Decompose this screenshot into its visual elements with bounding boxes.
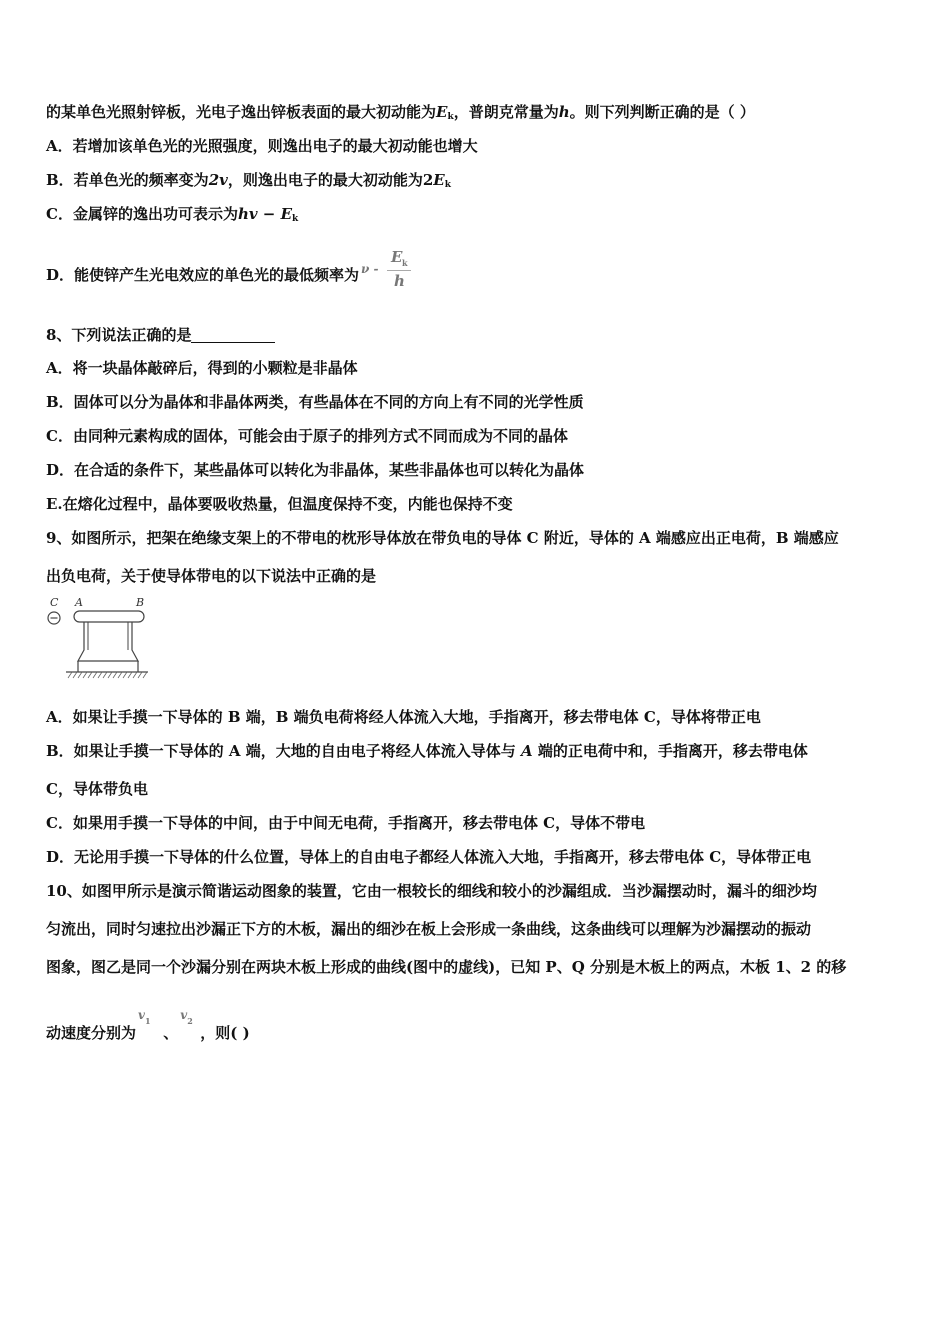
- label-a: A: [75, 596, 83, 609]
- q7-option-a: A．若增加该单色光的光照强度，则逸出电子的最大初动能也增大: [46, 137, 478, 155]
- pillow-conductor-figure: [44, 594, 156, 682]
- label-c: C: [50, 596, 59, 609]
- q9-option-b-line2: C，导体带负电: [46, 780, 148, 798]
- insulating-stand: [78, 622, 138, 661]
- q9-option-c: C．如果用手摸一下导体的中间，由于中间无电荷，手指离开，移去带电体 C，导体不带电: [46, 814, 646, 832]
- q8-option-b: B．固体可以分为晶体和非晶体两类，有些晶体在不同的方向上有不同的光学性质: [46, 393, 584, 411]
- answer-blank: [191, 326, 275, 343]
- q8-option-a: A．将一块晶体敲碎后，得到的小颗粒是非晶体: [46, 359, 358, 377]
- q9-option-b-line1: B．如果让手摸一下导体的 A 端，大地的自由电子将经人体流入导体与 A 端的正电荷中和，手指离开，移去带电体: [46, 742, 808, 760]
- q10-stem-line1: 10、如图甲所示是演示简谐运动图象的装置，它由一根较长的细线和较小的沙漏组成．当沙漏摆动时，漏斗的细沙均: [46, 882, 817, 900]
- q7-option-b: B．若单色光的频率变为2v，则逸出电子的最大初动能为$2E_k$: [46, 171, 451, 190]
- q8-option-e: E.在熔化过程中，晶体要吸收热量，但温度保持不变，内能也保持不变: [46, 495, 513, 513]
- stand-base: [78, 661, 138, 672]
- q10-stem-line3: 图象，图乙是同一个沙漏分别在两块木板上形成的曲线(图中的虚线)，已知 P、Q 分别是木板上的两点，木板 1、2 的移: [46, 958, 847, 976]
- stand-inner: [88, 622, 128, 650]
- q10-stem-line4: 动速度分别为 v 1 、 v 2 ，则( ): [46, 1008, 250, 1042]
- q9-option-d: D．无论用手摸一下导体的什么位置，导体上的自由电子都经人体流入大地，手指离开，移去带电体 C，导体带正电: [46, 848, 812, 866]
- q7-stem: 的某单色光照射锌板，光电子逸出锌板表面的最大初动能为$E_k$，普朗克常量为h。则下列判断正确的是（ ）: [46, 103, 755, 122]
- q8-option-c: C．由同种元素构成的固体，可能会由于原子的排列方式不同而成为不同的晶体: [46, 427, 568, 445]
- label-b: B: [136, 596, 145, 609]
- q7-option-d: D．能使锌产生光电效应的单色光的最低频率为 ν - E k h: [46, 250, 417, 296]
- min-frequency-formula: ν - E k h: [359, 250, 417, 294]
- velocity-v2: v 2: [180, 1008, 193, 1026]
- q9-stem-line2: 出负电荷，关于使导体带电的以下说法中正确的是: [46, 567, 377, 585]
- q10-stem-line2: 匀流出，同时匀速拉出沙漏正下方的木板，漏出的细沙在板上会形成一条曲线，这条曲线可以理解为沙漏摆动的振动: [46, 920, 812, 938]
- velocity-v1: v 1: [138, 1008, 151, 1026]
- q9-stem-line1: 9、如图所示，把架在绝缘支架上的不带电的枕形导体放在带负电的导体 C 附近，导体的 A 端感应出正电荷，B 端感应: [46, 529, 839, 547]
- q7-option-c: C．金属锌的逸出功可表示为hv − $E_k$: [46, 205, 299, 224]
- ground-hatching: [68, 672, 147, 678]
- q9-option-a: A．如果让手摸一下导体的 B 端，B 端负电荷将经人体流入大地，手指离开，移去带电体 C，导体将带正电: [46, 708, 761, 726]
- q8-title: 8、下列说法正确的是: [46, 324, 275, 346]
- pillow-conductor: [74, 611, 144, 622]
- q8-option-d: D．在合适的条件下，某些晶体可以转化为非晶体，某些非晶体也可以转化为晶体: [46, 461, 585, 479]
